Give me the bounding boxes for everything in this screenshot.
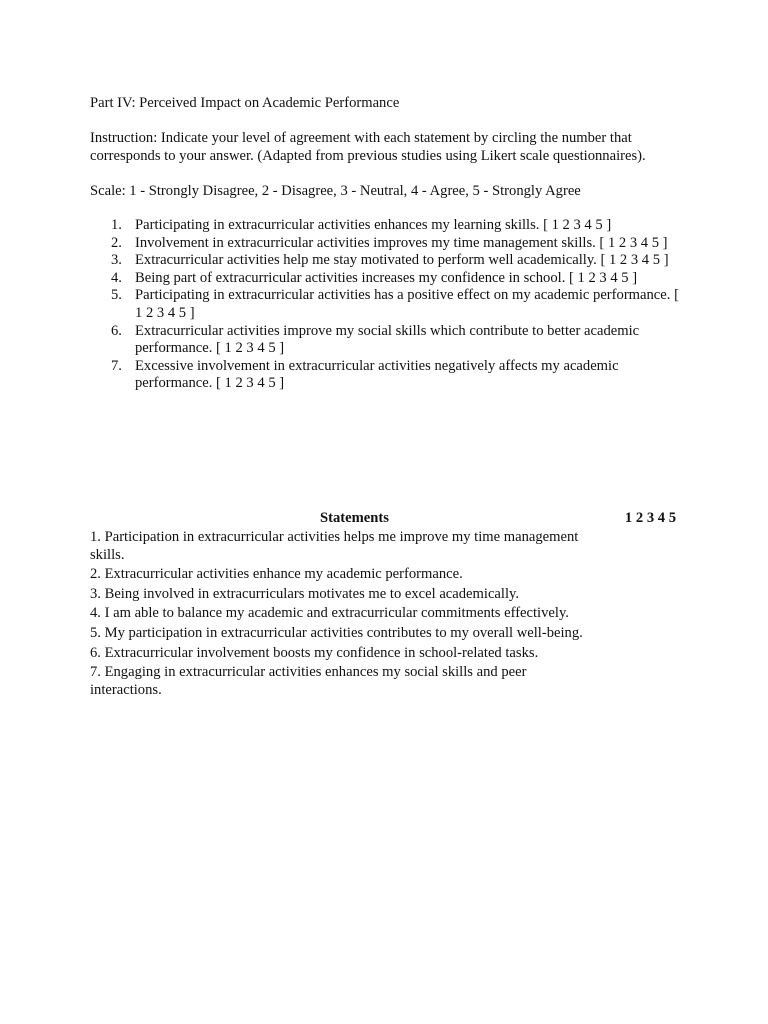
list-item [90, 252, 680, 270]
part-heading: Part IV: Perceived Impact on Academic Performance [90, 95, 400, 111]
list-item-text: Participating in extracurricular activities has a positive effect on my academic performance. [ 1 2 3 4 5 ] [135, 287, 679, 321]
list-item-text: Being part of extracurricular activities increases my confidence in school. [ 1 2 3 4 5 ] [135, 269, 638, 286]
list-item-number: 5. [111, 287, 122, 304]
statement-list [90, 217, 680, 393]
list-item [90, 323, 680, 358]
statements-column-header: Statements [320, 510, 389, 526]
list-item-text: Extracurricular activities help me stay motivated to perform well academically. [ 1 2 3 4 5 ] [135, 252, 669, 269]
list-item [90, 358, 680, 393]
table-row: 3. Being involved in extracurriculars motivates me to excel academically. [90, 585, 520, 602]
list-item-number: 4. [111, 269, 122, 286]
table-row: 4. I am able to balance my academic and extracurricular commitments effectively. [90, 605, 569, 622]
list-item [90, 270, 680, 288]
list-item [90, 287, 680, 322]
list-item-number: 7. [111, 357, 122, 374]
document-page [90, 94, 680, 393]
statements-table [90, 510, 680, 701]
list-item-number: 6. [111, 322, 122, 339]
list-item-text: Excessive involvement in extracurricular activities negatively affects my academic performance. [ 1 2 3 4 5 ] [135, 357, 619, 392]
list-item-text: Involvement in extracurricular activities improves my time management skills. [ 1 2 3 4 5 ] [135, 234, 668, 251]
table-row: 1. Participation in extracurricular activities helps me improve my time management skills. [90, 529, 579, 563]
list-item-number: 3. [111, 252, 122, 269]
table-header [90, 510, 680, 529]
table-row: 5. My participation in extracurricular activities contributes to my overall well-being. [90, 624, 583, 641]
list-item-text: Extracurricular activities improve my social skills which contribute to better academic performance. [ 1 2 3 4 5 ] [135, 322, 640, 357]
table-row: 2. Extracurricular activities enhance my academic performance. [90, 566, 463, 583]
list-item-text: Participating in extracurricular activities enhances my learning skills. [ 1 2 3 4 5 ] [135, 217, 612, 233]
instruction-text: Instruction: Indicate your level of agreement with each statement by circling the number that corresponds to your answer. (Adapted from previous studies using Likert scale questionnaires). [90, 130, 646, 164]
list-item-number: 1. [111, 217, 122, 233]
scale-text: Scale: 1 - Strongly Disagree, 2 - Disagree, 3 - Neutral, 4 - Agree, 5 - Strongly Agree [90, 183, 581, 199]
scale-column-header: 1 2 3 4 5 [624, 510, 676, 526]
list-item-number: 2. [111, 234, 122, 251]
list-item [90, 235, 680, 253]
table-row: 6. Extracurricular involvement boosts my confidence in school-related tasks. [90, 644, 539, 661]
list-item [90, 217, 680, 235]
table-row: 7. Engaging in extracurricular activities enhances my social skills and peer interactions. [90, 664, 527, 698]
